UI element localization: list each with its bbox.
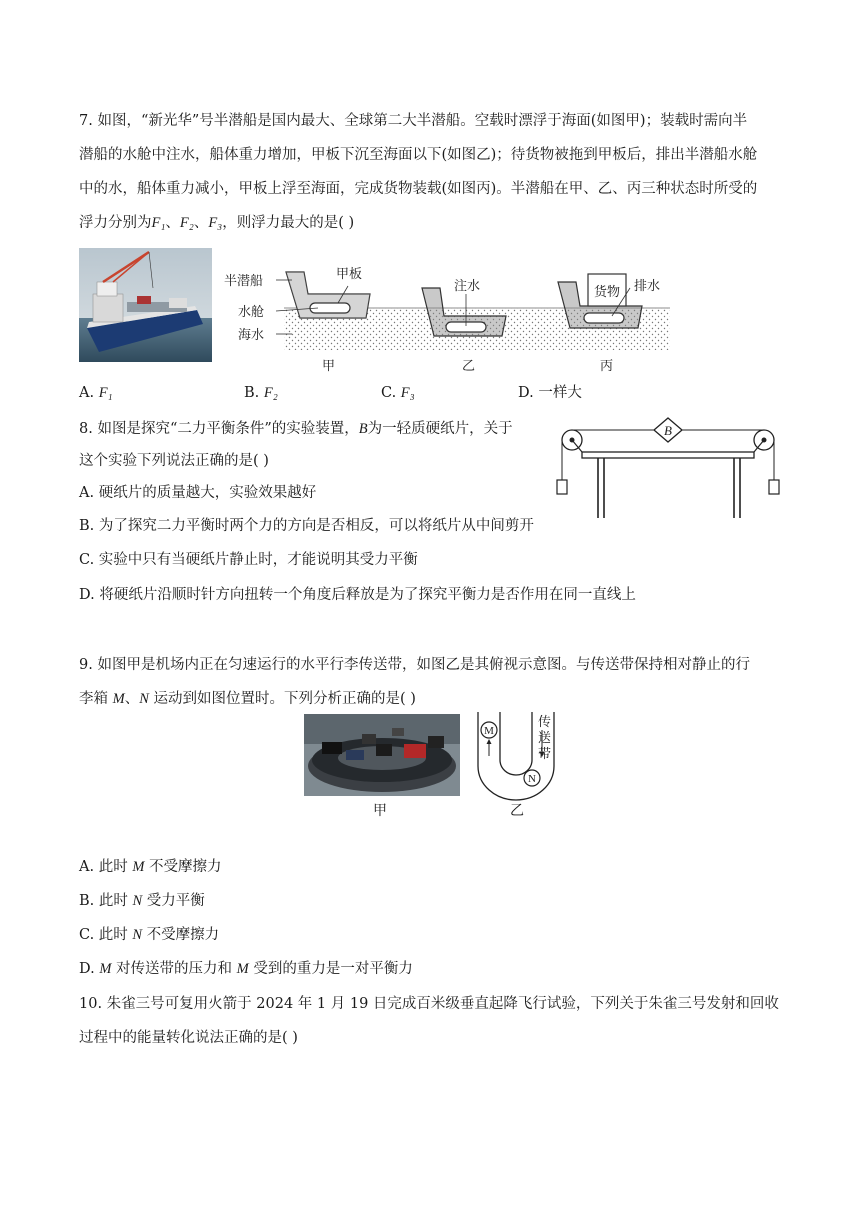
q9-option-a[interactable]: A. 此时 M 不受摩擦力 — [79, 859, 222, 875]
q8-line-2: 这个实验下列说法正确的是( ) — [79, 453, 269, 469]
q7-line-3: 中的水，船体重力减小，甲板上浮至海面，完成货物装载(如图丙)。半潜船在甲、乙、丙三种状态时所受的 — [79, 181, 758, 197]
q9-option-d[interactable]: D. M 对传送带的压力和 M 受到的重力是一对平衡力 — [79, 961, 413, 977]
q8-option-b[interactable]: B. 为了探究二力平衡时两个力的方向是否相反，可以将纸片从中间剪开 — [79, 518, 534, 534]
q8-line-1: 8. 如图是探究“二力平衡条件”的实验装置，B为一轻质硬纸片，关于 — [79, 421, 513, 437]
q7-option-d[interactable]: D. 一样大 — [518, 385, 582, 401]
label-cargo: 货物 — [594, 285, 621, 300]
ship-photo — [79, 248, 212, 362]
caption-yi: 乙 — [462, 359, 476, 374]
q7-line-4: 浮力分别为F₁、F₂、F₃，则浮力最大的是( ) — [79, 215, 355, 231]
q7-line-1: 7. 如图，“新光华”号半潜船是国内最大、全球第二大半潜船。空载时漂浮于海面(如图甲)；装载时需向半 — [79, 113, 748, 129]
q9-caption-yi: 乙 — [510, 803, 524, 819]
belt-label-2: 送 — [538, 731, 552, 746]
q9-option-c[interactable]: C. 此时 N 不受摩擦力 — [79, 927, 220, 943]
q10-line-1: 10. 朱雀三号可复用火箭于 2024 年 1 月 19 日完成百米级垂直起降飞行试验，下列关于朱雀三号发射和回收 — [79, 996, 779, 1012]
q9-line-1: 9. 如图甲是机场内正在匀速运行的水平行李传送带，如图乙是其俯视示意图。与传送带保持相对静止的行 — [79, 657, 750, 673]
q9-option-b[interactable]: B. 此时 N 受力平衡 — [79, 893, 205, 909]
q8-option-d[interactable]: D. 将硬纸片沿顺时针方向扭转一个角度后释放是为了探究平衡力是否作用在同一直线上 — [79, 587, 636, 603]
ship-diagram — [222, 258, 672, 376]
label-ship: 半潜船 — [224, 274, 264, 289]
label-sea: 海水 — [238, 328, 265, 343]
q9-caption-jia: 甲 — [373, 803, 387, 819]
q9-line-2: 李箱 M、N 运动到如图位置时。下列分析正确的是( ) — [79, 691, 416, 707]
label-inject: 注水 — [454, 279, 481, 294]
card-b-label: B — [664, 423, 672, 438]
belt-label-3: 带 — [538, 747, 552, 762]
q7-option-a[interactable]: A. F₁ — [79, 385, 113, 401]
label-drain: 排水 — [634, 279, 661, 294]
label-deck: 甲板 — [336, 267, 363, 282]
balance-apparatus — [552, 414, 784, 522]
m-marker: M — [484, 725, 494, 737]
q8-option-a[interactable]: A. 硬纸片的质量越大，实验效果越好 — [79, 485, 317, 501]
q7-option-c[interactable]: C. F₃ — [381, 385, 415, 401]
baggage-carousel-photo — [304, 714, 460, 796]
caption-bing: 丙 — [600, 359, 614, 374]
belt-top-view — [474, 710, 560, 802]
n-marker: N — [528, 773, 536, 785]
q10-line-2: 过程中的能量转化说法正确的是( ) — [79, 1030, 298, 1046]
q7-line-2: 潜船的水舱中注水，船体重力增加，甲板下沉至海面以下(如图乙)；待货物被拖到甲板后，排出半潜船水舱 — [79, 147, 758, 163]
caption-jia: 甲 — [322, 359, 336, 374]
q7-option-b[interactable]: B. F₂ — [244, 385, 278, 401]
label-tank: 水舱 — [238, 305, 265, 320]
q8-option-c[interactable]: C. 实验中只有当硬纸片静止时，才能说明其受力平衡 — [79, 552, 418, 568]
belt-label-1: 传 — [538, 715, 552, 730]
